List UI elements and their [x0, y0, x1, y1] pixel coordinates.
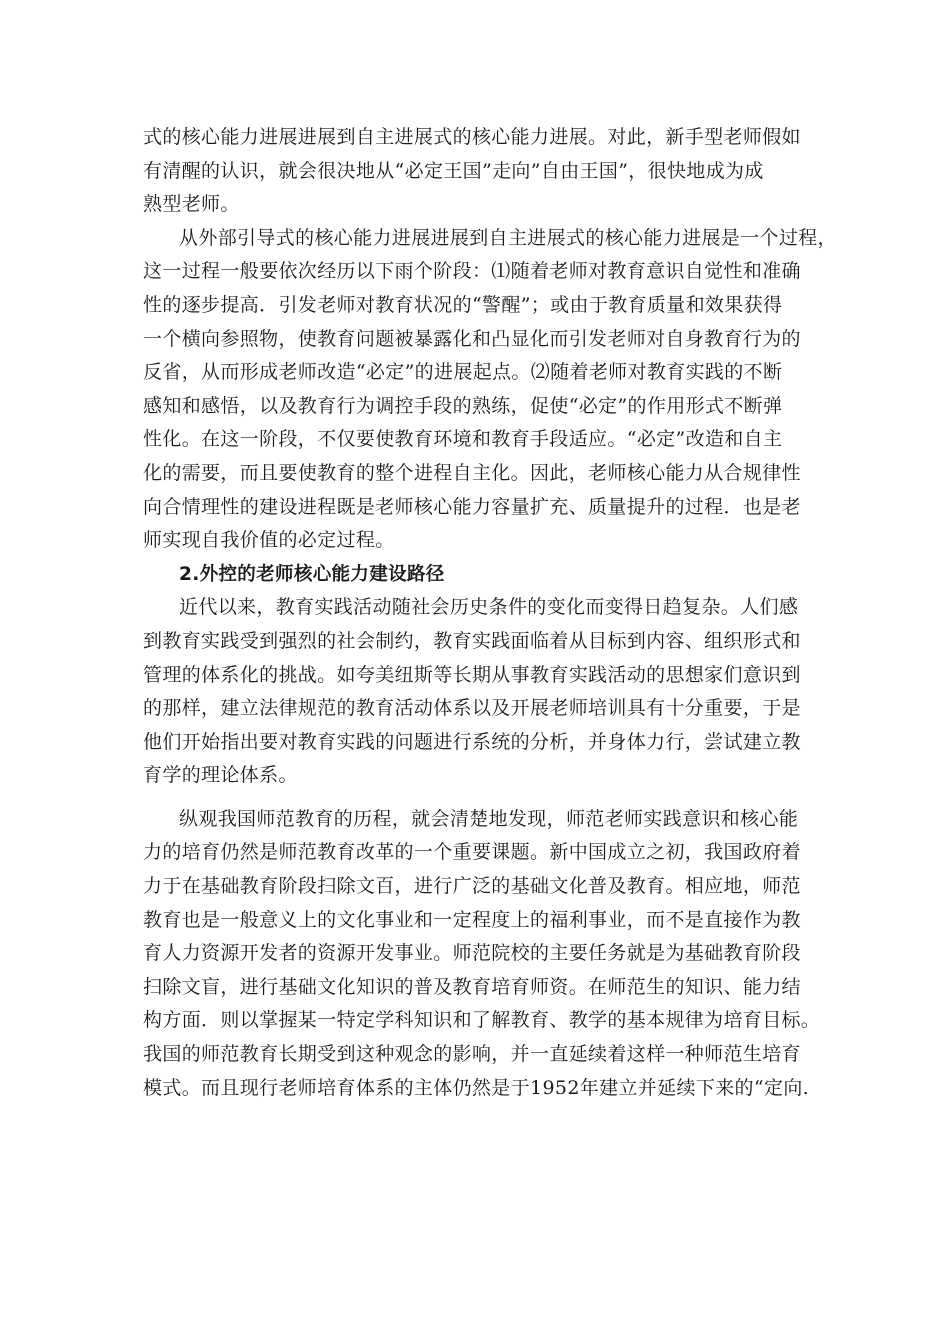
text-line: 性的逐步提高．引发老师对教育状况的“警醒”；或由于教育质量和效果获得 — [143, 293, 783, 316]
text-line: 管理的体系化的挑战。如夸美纽斯等长期从事教育实践活动的思想家们意识到 — [143, 663, 801, 686]
text-line: 到教育实践受到强烈的社会制约，教育实践面临着从目标到内容、组织形式和 — [143, 629, 801, 652]
text-line: 我国的师范教育长期受到这种观念的影响，并一直延续着这样一种师范生培育 — [143, 1043, 801, 1066]
text-line: 有清醒的认识，就会很决地从“必定王国”走向”自由王国”，很快地成为成 — [143, 159, 764, 182]
text-line: 一个横向参照物，使教育问题被暴露化和凸显化而引发老师对自身教育行为的 — [143, 327, 801, 350]
text-line: 这一过程一般要依次经历以下雨个阶段：⑴随着老师对教育意识自觉性和准确 — [143, 260, 801, 283]
paragraph-first-line: 从外部引导式的核心能力进展进展到自主进展式的核心能力进展是一个过程， — [179, 226, 837, 249]
paragraph-gap — [143, 793, 819, 803]
text-line: 熟型老师。 — [143, 193, 240, 216]
text-line: 性化。在这一阶段，不仅要使教育环境和教育手段适应。“必定”改造和自主 — [143, 428, 783, 451]
text-line: 反省，从而形成老师改造“必定”的进展起点。⑵随着老师对教育实践的不断 — [143, 361, 783, 384]
text-line: 构方面．则以掌握某一特定学科知识和了解教育、教学的基本规律为培育目标。 — [143, 1009, 821, 1032]
text-line: 向合情理性的建设进程既是老师核心能力容量扩充、质量提升的过程．也是老 — [143, 495, 801, 518]
text-line: 育学的理论体系。 — [143, 764, 298, 787]
paragraph-first-line: 近代以来，教育实践活动随社会历史条件的变化而变得日趋复杂。人们感 — [179, 596, 799, 619]
text-line: 模式。而且现行老师培育体系的主体仍然是于1952年建立并延续下来的“定向. — [143, 1076, 810, 1099]
paragraph-first-line: 纵观我国师范教育的历程，就会清楚地发现，师范老师实践意识和核心能 — [179, 807, 799, 830]
text-line: 化的需要，而且要使教育的整个进程自主化。因此，老师核心能力从合规律性 — [143, 461, 801, 484]
text-line: 扫除文盲，进行基础文化知识的普及教育培育师资。在师范生的知识、能力结 — [143, 975, 801, 998]
text-line: 力于在基础教育阶段扫除文百，进行广泛的基础文化普及教育。相应地，师范 — [143, 875, 801, 898]
text-line: 育人力资源开发者的资源开发事业。师范院校的主要任务就是为基础教育阶段 — [143, 942, 801, 965]
text-line: 式的核心能力进展进展到自主进展式的核心能力进展。对此，新手型老师假如 — [143, 126, 801, 148]
text-line: 他们开始指出要对教育实践的问题进行系统的分析，并身体力行，尝试建立教 — [143, 730, 801, 753]
document-body — [143, 121, 837, 1105]
text-line: 的那样，建立法律规范的教育活动体系以及开展老师培训具有十分重要，于是 — [143, 697, 801, 720]
text-line: 教育也是一般意义上的文化事业和一定程度上的福利事业，而不是直接作为教 — [143, 908, 801, 931]
section-heading: 2.外控的老师核心能力建设路径 — [179, 563, 445, 585]
text-line: 感知和感悟，以及教育行为调控手段的熟练，促使“必定”的作用形式不断弹 — [143, 394, 783, 417]
text-line: 师实现自我价值的必定过程。 — [143, 529, 395, 552]
text-line: 力的培育仍然是师范教育改革的一个重要课题。新中国成立之初，我国政府着 — [143, 841, 801, 864]
